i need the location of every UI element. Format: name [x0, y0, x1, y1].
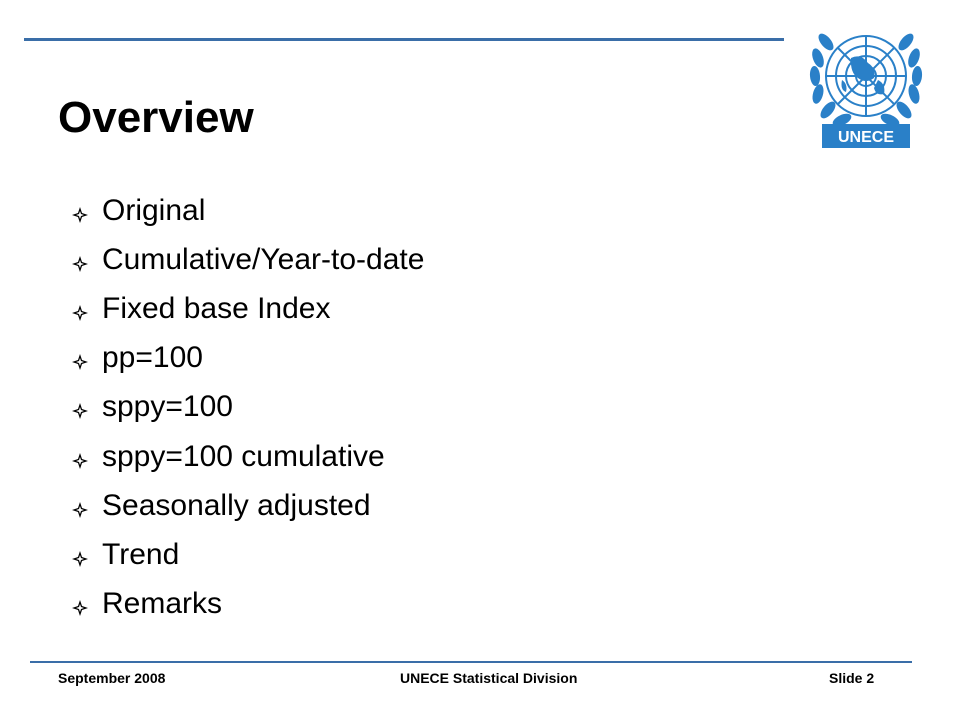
slide-title: Overview: [58, 93, 254, 142]
bullet-item: [72, 383, 424, 432]
bullet-text: Cumulative/Year-to-date: [102, 242, 425, 276]
diamond-bullet-icon: [72, 354, 88, 370]
bottom-divider: [30, 661, 912, 663]
bullet-text: pp=100: [102, 341, 203, 375]
bullet-list: [72, 186, 424, 629]
diamond-bullet-icon: [72, 256, 88, 272]
bullet-item: [72, 186, 424, 235]
bullet-item: [72, 432, 424, 481]
diamond-bullet-icon: [72, 502, 88, 518]
bullet-item: [72, 334, 424, 383]
diamond-bullet-icon: [72, 305, 88, 321]
logo-text: UNECE: [837, 129, 895, 146]
bullet-text: Trend: [102, 537, 180, 571]
bullet-item: [72, 481, 424, 530]
diamond-bullet-icon: [72, 453, 88, 469]
footer-organization: UNECE Statistical Division: [400, 670, 578, 686]
bullet-text: Remarks: [102, 587, 223, 621]
diamond-bullet-icon: [72, 403, 88, 419]
bullet-text: Fixed base Index: [102, 291, 331, 325]
bullet-item: [72, 530, 424, 579]
bullet-text: Seasonally adjusted: [102, 488, 371, 522]
bullet-item: [72, 284, 424, 333]
unece-logo: [806, 18, 926, 150]
bullet-text: Original: [102, 193, 206, 227]
bullet-text: sppy=100: [102, 390, 233, 424]
diamond-bullet-icon: [72, 207, 88, 223]
bullet-text: sppy=100 cumulative: [102, 439, 385, 473]
footer-slide-number: Slide 2: [829, 670, 875, 686]
bullet-item: [72, 235, 424, 284]
bullet-item: [72, 580, 424, 629]
top-divider: [24, 38, 784, 41]
diamond-bullet-icon: [72, 551, 88, 567]
footer-date: September 2008: [58, 670, 166, 686]
diamond-bullet-icon: [72, 600, 88, 616]
